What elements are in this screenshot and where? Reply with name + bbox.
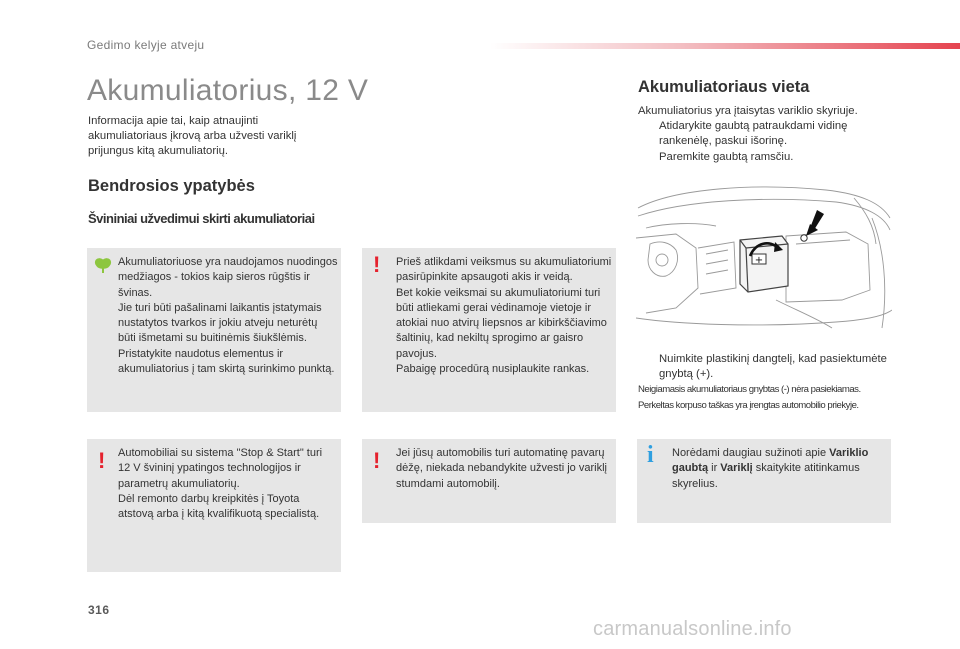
header-accent-bar [490, 43, 960, 49]
eco-box [87, 248, 341, 412]
engine-bay-illustration [636, 178, 892, 340]
warning-box-automatic [362, 439, 616, 523]
warning-exclamation-icon: ! [98, 448, 106, 473]
intro-paragraph: Informacija apie tai, kaip atnaujinti akumuliatoriaus įkrovą arba užvesti variklį prijungus kitą akumuliatorių. [88, 115, 297, 157]
plus-terminal-label: + [754, 255, 764, 266]
negative-terminal-note: Neigiamasis akumuliatoriaus gnybtas (-) nėra pasiekiamas. [638, 384, 861, 395]
battery-location-intro: Akumuliatorius yra įtaisytas variklio skyriuje. [638, 105, 858, 117]
warning-stop-start-text: Automobiliai su sistema "Stop & Start" turi 12 V švininį ypatingos technologijos ir parametrų akumuliatorių. Dėl remonto darbų kreipkitės į Toyota atstovą arba į kitą kvalifikuotą specialistą. [118, 447, 323, 521]
page-number: 316 [88, 603, 110, 617]
warning-automatic-text: Jei jūsų automobilis turi automatinę pavarų dėžę, niekada nebandykite užvesti jo variklį stumdami automobilį. [396, 447, 607, 490]
warning-box-safety [362, 248, 616, 412]
warning-safety-text: Prieš atlikdami veiksmus su akumuliatoriumi pasirūpinkite apsaugoti akis ir veidą. Bet kokie veiksmai su akumuliatoriumi turi būti atliekami gerai vėdinamoje vietoje ir atokiai nuo atvirų liepsnos ar kibirkščiavimo šaltinių, kad nekiltų sprogimo ar gaisro pavojus. Pabaigę procedūrą nusiplaukite rankas. [396, 256, 612, 376]
battery-location-title: Akumuliatoriaus vieta [638, 78, 810, 96]
leaf-icon [94, 257, 112, 273]
step-remove-cover: Nuimkite plastikinį dangtelį, kad pasiektumėte gnybtą (+). [659, 353, 887, 381]
info-text: Norėdami daugiau sužinoti apie Variklio gaubtą ir Variklį skaitykite atitinkamus skyrelius. [672, 447, 869, 490]
step-open-hood: Atidarykite gaubtą patraukdami vidinę rankenėlę, paskui išorinę. [659, 120, 848, 148]
eco-text: Akumuliatoriuose yra naudojamos nuodingos medžiagos - tokios kaip sieros rūgštis ir švinas. Jie turi būti pašalinami laikantis įstatymais nustatytos tvarkos ir jokiu atveju neturėtų būti išmetami su buitinėmis šiukšlėmis. Pristatykite naudotus elementus ir akumuliatorius į tam skirtą surinkimo punktą. [118, 256, 338, 376]
warning-exclamation-icon: ! [373, 252, 381, 277]
ground-point-note: Perkeltas korpuso taškas yra įrengtas automobilio priekyje. [638, 400, 859, 411]
subsection-title: Švininiai užvedimui skirti akumuliatoriai [88, 211, 315, 226]
watermark: carmanualsonline.info [593, 618, 792, 640]
info-link-hood: Variklio gaubtą [672, 447, 869, 475]
section-title: Bendrosios ypatybės [88, 177, 255, 195]
page-title: Akumuliatorius, 12 V [87, 74, 369, 107]
step-support-hood: Paremkite gaubtą ramsčiu. [659, 151, 794, 163]
info-box [637, 439, 891, 523]
warning-box-stop-start [87, 439, 341, 572]
chapter-header: Gedimo kelyje atveju [87, 38, 205, 52]
info-link-engine: Variklį [720, 462, 753, 475]
warning-exclamation-icon: ! [373, 448, 381, 473]
info-icon: i [647, 442, 654, 468]
